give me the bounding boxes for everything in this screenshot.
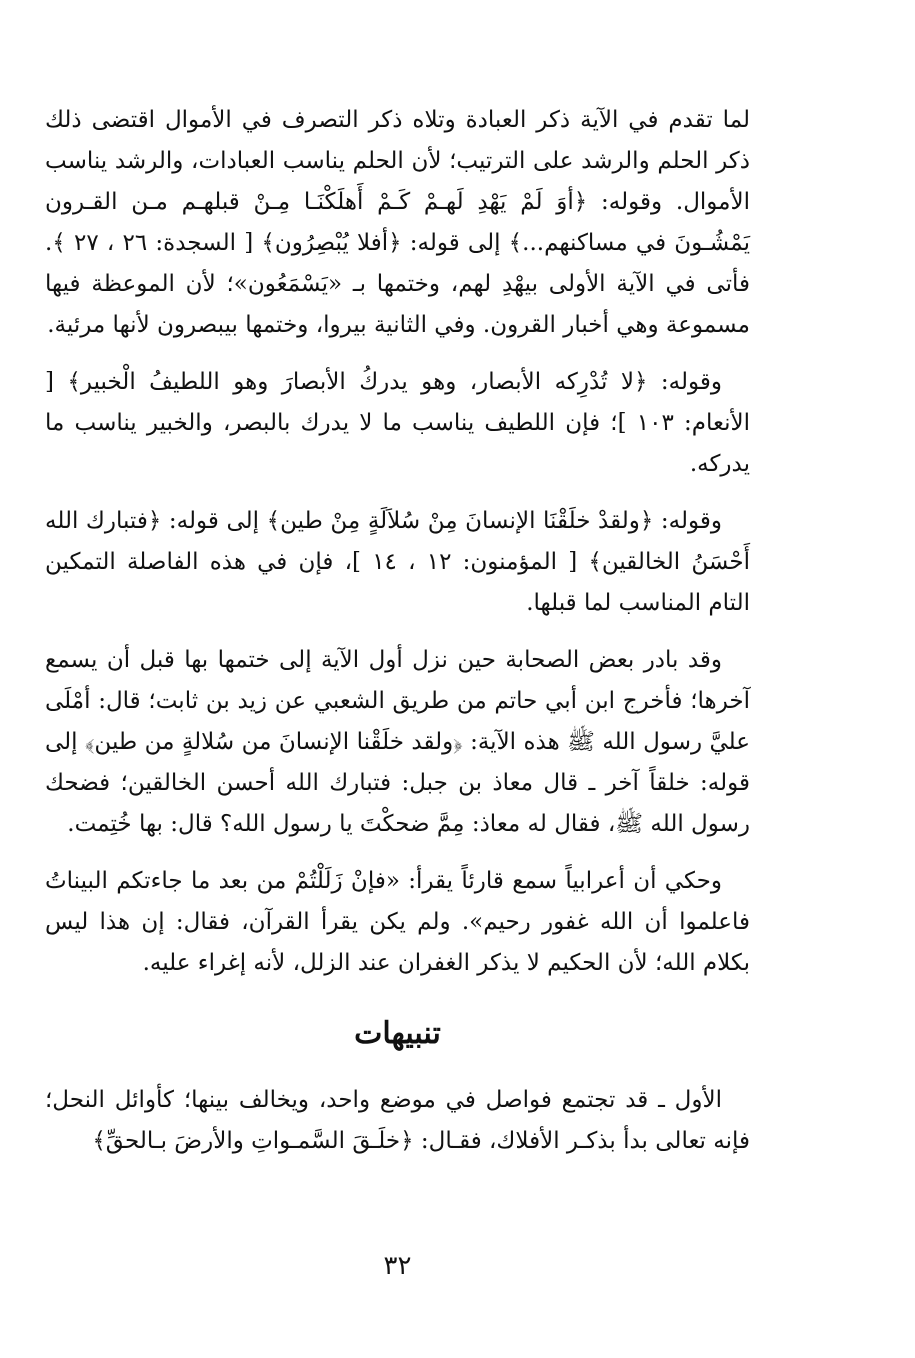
paragraph-3: وقوله: ﴿ولقدْ خلَقْنَا الإنسانَ مِنْ سُلاَلَةٍ مِنْ طين﴾ إلى قوله: ﴿فتبارك الله أَحْسَنُ الخالقين﴾ [ المؤمنون: ١٢ ، ١٤ ]، فإن في هذه الفاصلة التمكين التام المناسب لما قبلها. [45,508,751,616]
paragraph-2: وقوله: ﴿لا تُدْرِكه الأبصار، وهو يدركُ الأبصارَ وهو اللطيفُ الْخبير﴾ [ الأنعام: ١٠٣ ]؛ فإن اللطيف يناسب ما لا يدرك بالبصر، والخبير يناسب ما يدركه. [45,369,751,477]
paragraph-4: وقد بادر بعض الصحابة حين نزل أول الآية إلى ختمها بها قبل أن يسمع آخرها؛ فأخرج ابن أبي حاتم من طريق الشعبي عن زيد بن ثابت؛ قال: أمْلَى عليَّ رسول الله ﷺ هذه الآية: ﴿ولقد خلَقْنا الإنسانَ من سُلالةٍ من طين﴾ إلى قوله: خلقاً آخر ـ قال معاذ بن جبل: فتبارك الله أحسن الخالقين؛ فضحك رسول الله ﷺ، فقال له معاذ: مِمَّ ضحكْتَ يا رسول الله؟ قال: بها خُتِمت. [45,647,750,837]
section-heading: تنبيهات [354,1016,441,1051]
page-body [45,100,750,1178]
closing-paragraph: الأول ـ قد تجتمع فواصل في موضع واحد، ويخالف بينها؛ كأوائل النحل؛ فإنه تعالى بدأ بذكـر الأفلاك، فقـال: ﴿خلَـقَ السَّمـواتِ والأرضَ بـالحقِّ﴾ [45,1087,750,1154]
page-number: ٣٢ [383,1251,412,1281]
paragraph-5: وحكي أن أعرابياً سمع قارئاً يقرأ: «فإنْ زَلَلْتُمْ من بعد ما جاءتكم البيناتُ فاعلموا أن الله غفور رحيم». ولم يكن يقرأ القرآن، فقال: إن هذا ليس بكلام الله؛ لأن الحكيم لا يذكر الغفران عند الزلل، لأنه إغراء عليه. [45,868,750,976]
paragraph-1: لما تقدم في الآية ذكر العبادة وتلاه ذكر التصرف في الأموال اقتضى ذلك ذكر الحلم والرشد على الترتيب؛ لأن الحلم يناسب العبادات، والرشد يناسب الأموال. وقوله: ﴿أوَ لَمْ يَهْدِ لَهـمْ كَـمْ أَهلَكْنَـا مِـنْ قبلهـم مـن القـرون يَمْشُـونَ في مساكنهم...﴾ إلى قوله: ﴿أفلا يُبْصِرُون﴾ [ السجدة: ٢٦ ، ٢٧ ﴾. فأتى في الآية الأولى بيهْدِ لهم، وختمها بـ «يَسْمَعُون»؛ لأن الموعظة فيها مسموعة وهي أخبار القرون. وفي الثانية بيروا، وختمها بيبصرون لأنها مرئية. [45,107,750,338]
